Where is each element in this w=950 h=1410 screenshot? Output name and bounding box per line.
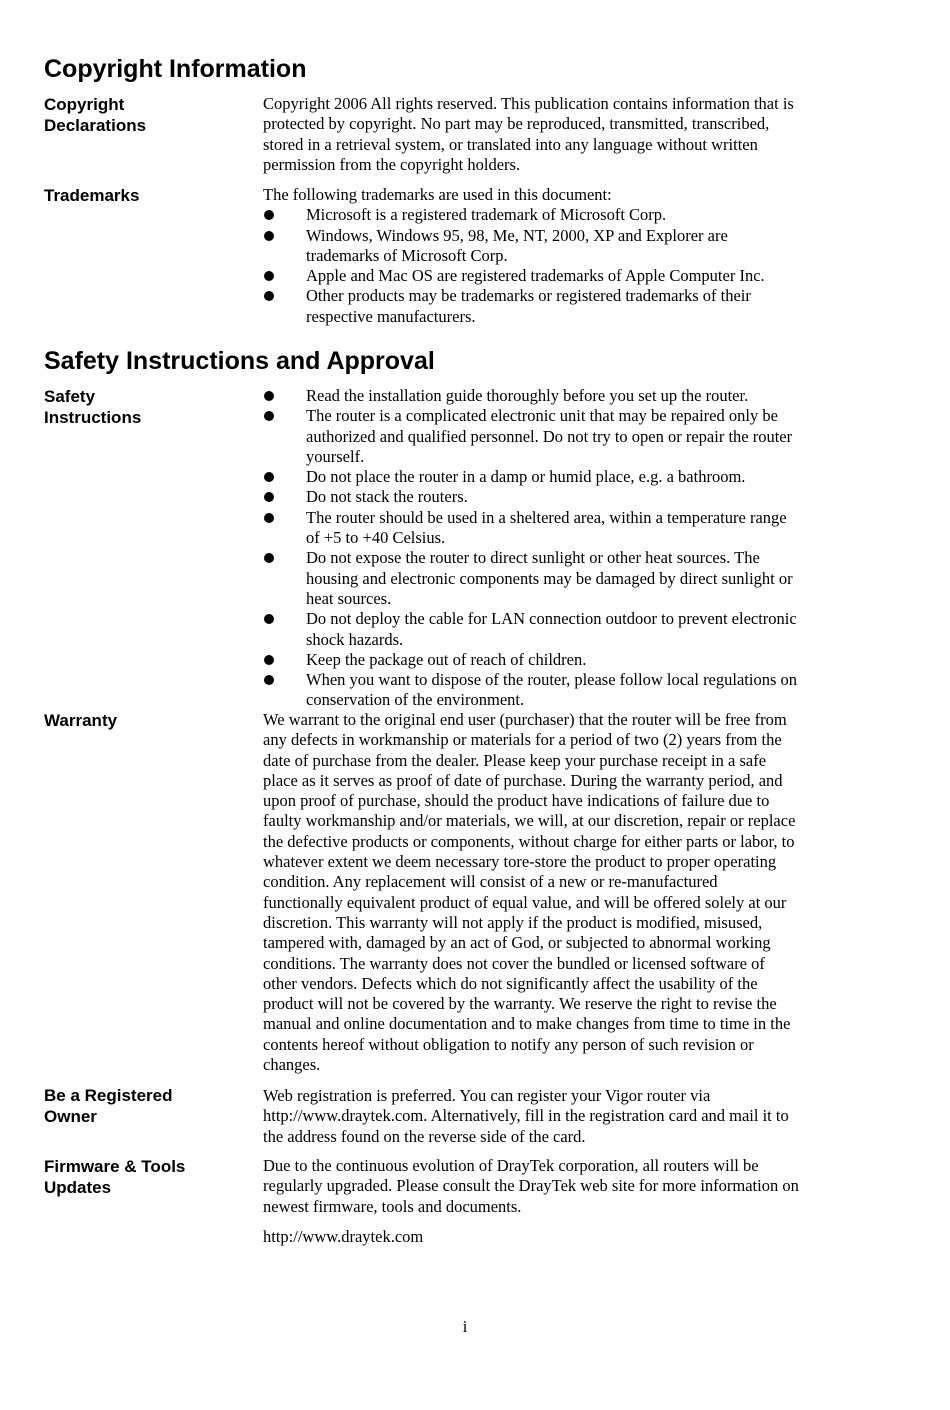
bullet-icon [264, 411, 274, 421]
list-item: Do not stack the routers. [263, 487, 843, 507]
text-line: permission from the copyright holders. [263, 154, 521, 174]
list-item: Do not expose the router to direct sunlight or other heat sources. The housing and electronic components may be damaged by direct sunlight or heat sources. [263, 548, 843, 609]
text-line: place as it serves as proof of date of purchase. During the warranty period, and [263, 770, 783, 790]
list-item: Keep the package out of reach of children. [263, 650, 843, 670]
list-item: Apple and Mac OS are registered trademarks of Apple Computer Inc. [263, 266, 843, 286]
copyright-heading: Copyright Information [44, 55, 307, 83]
list-item: When you want to dispose of the router, please follow local regulations on conservation of the environment. [263, 670, 843, 711]
text-line: other vendors. Defects which do not significantly affect the usability of the [263, 973, 758, 993]
list-item: Microsoft is a registered trademark of Microsoft Corp. [263, 205, 843, 225]
bullet-icon [264, 614, 274, 624]
safety-instructions-label [44, 386, 244, 428]
registered-owner-label [44, 1085, 244, 1127]
text-line: tampered with, damaged by an act of God, or subjected to abnormal working [263, 933, 771, 953]
list-item: Do not deploy the cable for LAN connection outdoor to prevent electronic shock hazards. [263, 609, 843, 650]
warranty-label: Warranty [44, 711, 118, 730]
trademarks-list [263, 205, 843, 327]
label-line: Instructions [44, 408, 142, 427]
text-line: functionally equivalent product of equal value, and will be offered solely at our [263, 892, 787, 912]
bullet-icon [264, 513, 274, 523]
label-line: Declarations [44, 116, 147, 135]
text-line: changes. [263, 1055, 321, 1075]
text-line: whatever extent we deem necessary tore-store the product to proper operating [263, 852, 777, 872]
text-line: discretion. This warranty will not apply if the product is modified, misused, [263, 912, 763, 932]
text-line: We warrant to the original end user (purchaser) that the router will be free from [263, 710, 787, 729]
bullet-icon [264, 210, 274, 220]
trademarks-label: Trademarks [44, 186, 140, 205]
text-line: conditions. The warranty does not cover the bundled or licensed software of [263, 953, 765, 973]
text-line: http://www.draytek.com. Alternatively, fill in the registration card and mail it to [263, 1106, 789, 1126]
label-line: Firmware & Tools [44, 1157, 186, 1176]
firmware-updates-label [44, 1156, 244, 1198]
text-line: Copyright 2006 All rights reserved. This publication contains information that is [263, 94, 794, 113]
bullet-icon [264, 271, 274, 281]
text-line: Due to the continuous evolution of DrayTek corporation, all routers will be [263, 1156, 759, 1175]
firmware-url: http://www.draytek.com [263, 1227, 424, 1246]
copyright-declarations-label [44, 94, 244, 136]
text-line: any defects in workmanship or materials for a period of two (2) years from the [263, 730, 782, 750]
trademarks-intro: The following trademarks are used in this document: [263, 185, 612, 204]
list-item: Read the installation guide thoroughly before you set up the router. [263, 386, 843, 406]
bullet-icon [264, 291, 274, 301]
trademarks-text [263, 185, 843, 327]
copyright-declarations-text [263, 94, 843, 175]
label-line: Be a Registered [44, 1086, 173, 1105]
text-line: protected by copyright. No part may be reproduced, transmitted, transcribed, [263, 114, 770, 134]
bullet-icon [264, 472, 274, 482]
firmware-updates-text [263, 1156, 843, 1217]
label-line: Updates [44, 1178, 112, 1197]
label-line: Safety [44, 387, 96, 406]
list-item: Windows, Windows 95, 98, Me, NT, 2000, XP and Explorer are trademarks of Microsoft Corp. [263, 226, 843, 267]
bullet-icon [264, 655, 274, 665]
list-item: The router is a complicated electronic unit that may be repaired only be authorized and qualified personnel. Do not try to open or repair the router yourself. [263, 406, 843, 467]
text-line: date of purchase from the dealer. Please keep your purchase receipt in a safe [263, 750, 767, 770]
list-item: The router should be used in a sheltered area, within a temperature range of +5 to +40 Celsius. [263, 508, 843, 549]
list-item: Do not place the router in a damp or humid place, e.g. a bathroom. [263, 467, 843, 487]
text-line: regularly upgraded. Please consult the DrayTek web site for more information on [263, 1176, 799, 1196]
bullet-icon [264, 231, 274, 241]
text-line: the defective products or components, without charge for either parts or labor, to [263, 831, 795, 851]
bullet-icon [264, 391, 274, 401]
text-line: stored in a retrieval system, or translated into any language without written [263, 134, 758, 154]
text-line: faulty workmanship and/or materials, we will, at our discretion, repair or replace [263, 811, 796, 831]
bullet-icon [264, 492, 274, 502]
list-item: Other products may be trademarks or registered trademarks of their respective manufacturers. [263, 286, 843, 327]
bullet-icon [264, 553, 274, 563]
text-line: Web registration is preferred. You can register your Vigor router via [263, 1086, 711, 1105]
page-number: i [462, 1317, 468, 1336]
text-line: condition. Any replacement will consist of a new or re-manufactured [263, 872, 718, 892]
text-line: product will not be covered by the warranty. We reserve the right to revise the [263, 994, 777, 1014]
bullet-icon [264, 675, 274, 685]
safety-instructions-text [263, 386, 843, 711]
text-line: contents hereof without obligation to notify any person of such revision or [263, 1034, 754, 1054]
safety-heading: Safety Instructions and Approval [44, 347, 435, 375]
registered-owner-text [263, 1086, 843, 1147]
safety-list [263, 386, 843, 711]
text-line: manual and online documentation and to make changes from time to time in the [263, 1014, 791, 1034]
text-line: upon proof of purchase, should the product have indications of failure due to [263, 791, 770, 811]
label-line: Owner [44, 1107, 97, 1126]
text-line: newest firmware, tools and documents. [263, 1196, 522, 1216]
warranty-text [263, 710, 843, 1075]
label-line: Copyright [44, 95, 125, 114]
text-line: the address found on the reverse side of the card. [263, 1126, 586, 1146]
